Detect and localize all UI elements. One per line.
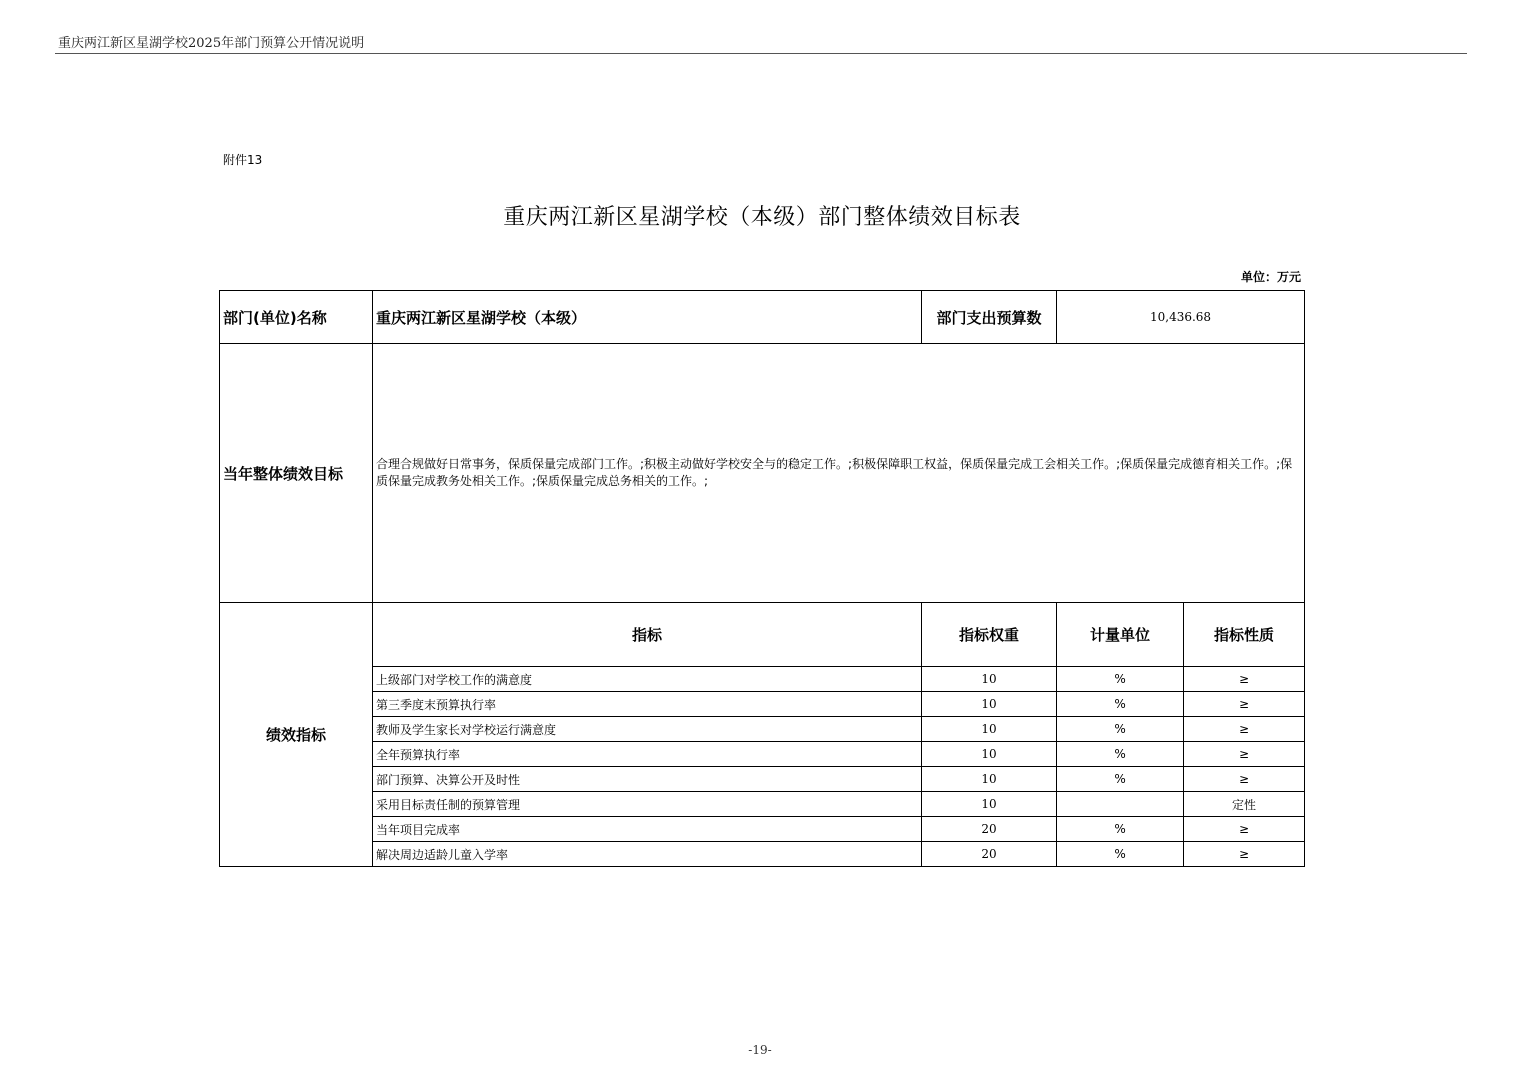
table-row xyxy=(220,717,1305,742)
indicator-nature: ≥ xyxy=(1184,692,1305,717)
indicator-weight: 10 xyxy=(922,792,1057,817)
table-row xyxy=(220,792,1305,817)
indicator-nature: ≥ xyxy=(1184,842,1305,867)
dept-name-value: 重庆两江新区星湖学校（本级） xyxy=(373,291,922,344)
indicator-weight: 10 xyxy=(922,717,1057,742)
indicator-name: 第三季度末预算执行率 xyxy=(373,692,922,717)
dept-name-label: 部门(单位)名称 xyxy=(220,291,373,344)
indicator-weight: 10 xyxy=(922,742,1057,767)
table-row xyxy=(220,817,1305,842)
indicator-name: 部门预算、决算公开及时性 xyxy=(373,767,922,792)
indicator-unit: % xyxy=(1057,692,1184,717)
indicator-unit: % xyxy=(1057,817,1184,842)
table-row xyxy=(220,692,1305,717)
page-number: -19- xyxy=(748,1043,772,1057)
budget-value: 10,436.68 xyxy=(1057,291,1305,344)
indicator-name: 上级部门对学校工作的满意度 xyxy=(373,667,922,692)
indicator-nature: ≥ xyxy=(1184,767,1305,792)
budget-label: 部门支出预算数 xyxy=(922,291,1057,344)
indicator-weight: 10 xyxy=(922,692,1057,717)
indicator-nature: ≥ xyxy=(1184,742,1305,767)
table-row xyxy=(220,767,1305,792)
column-header-unit: 计量单位 xyxy=(1057,603,1184,667)
goal-row xyxy=(220,344,1305,603)
indicator-unit: % xyxy=(1057,742,1184,767)
column-header-nature: 指标性质 xyxy=(1184,603,1305,667)
unit-label: 单位：万元 xyxy=(1240,270,1301,284)
indicator-unit xyxy=(1057,792,1184,817)
table-row xyxy=(220,667,1305,692)
document-title: 重庆两江新区星湖学校（本级）部门整体绩效目标表 xyxy=(503,205,1021,230)
column-header-indicator: 指标 xyxy=(373,603,922,667)
indicator-weight: 20 xyxy=(922,842,1057,867)
indicator-unit: % xyxy=(1057,717,1184,742)
header-divider xyxy=(55,53,1467,54)
running-header: 重庆两江新区星湖学校2025年部门预算公开情况说明 xyxy=(58,36,365,51)
indicator-unit: % xyxy=(1057,767,1184,792)
indicator-name: 全年预算执行率 xyxy=(373,742,922,767)
table-row xyxy=(220,742,1305,767)
attachment-label: 附件13 xyxy=(223,153,263,167)
performance-table xyxy=(219,290,1305,867)
goal-text: 合理合规做好日常事务，保质保量完成部门工作。;积极主动做好学校安全与的稳定工作。;积极保障职工权益，保质保量完成工会相关工作。;保质保量完成德育相关工作。;保质保量完成教务处相关工作。;保质保量完成总务相关的工作。; xyxy=(373,344,1305,603)
indicator-header-row xyxy=(220,603,1305,667)
indicator-nature: 定性 xyxy=(1184,792,1305,817)
indicator-weight: 20 xyxy=(922,817,1057,842)
indicator-nature: ≥ xyxy=(1184,667,1305,692)
indicator-name: 采用目标责任制的预算管理 xyxy=(373,792,922,817)
indicator-unit: % xyxy=(1057,842,1184,867)
indicator-name: 教师及学生家长对学校运行满意度 xyxy=(373,717,922,742)
indicator-name: 当年项目完成率 xyxy=(373,817,922,842)
table-row xyxy=(220,842,1305,867)
goal-label: 当年整体绩效目标 xyxy=(220,344,373,603)
indicator-nature: ≥ xyxy=(1184,817,1305,842)
indicator-name: 解决周边适龄儿童入学率 xyxy=(373,842,922,867)
indicator-weight: 10 xyxy=(922,667,1057,692)
indicator-unit: % xyxy=(1057,667,1184,692)
indicator-weight: 10 xyxy=(922,767,1057,792)
indicator-section-label: 绩效指标 xyxy=(220,603,373,867)
column-header-weight: 指标权重 xyxy=(922,603,1057,667)
indicator-nature: ≥ xyxy=(1184,717,1305,742)
dept-info-row xyxy=(220,291,1305,344)
